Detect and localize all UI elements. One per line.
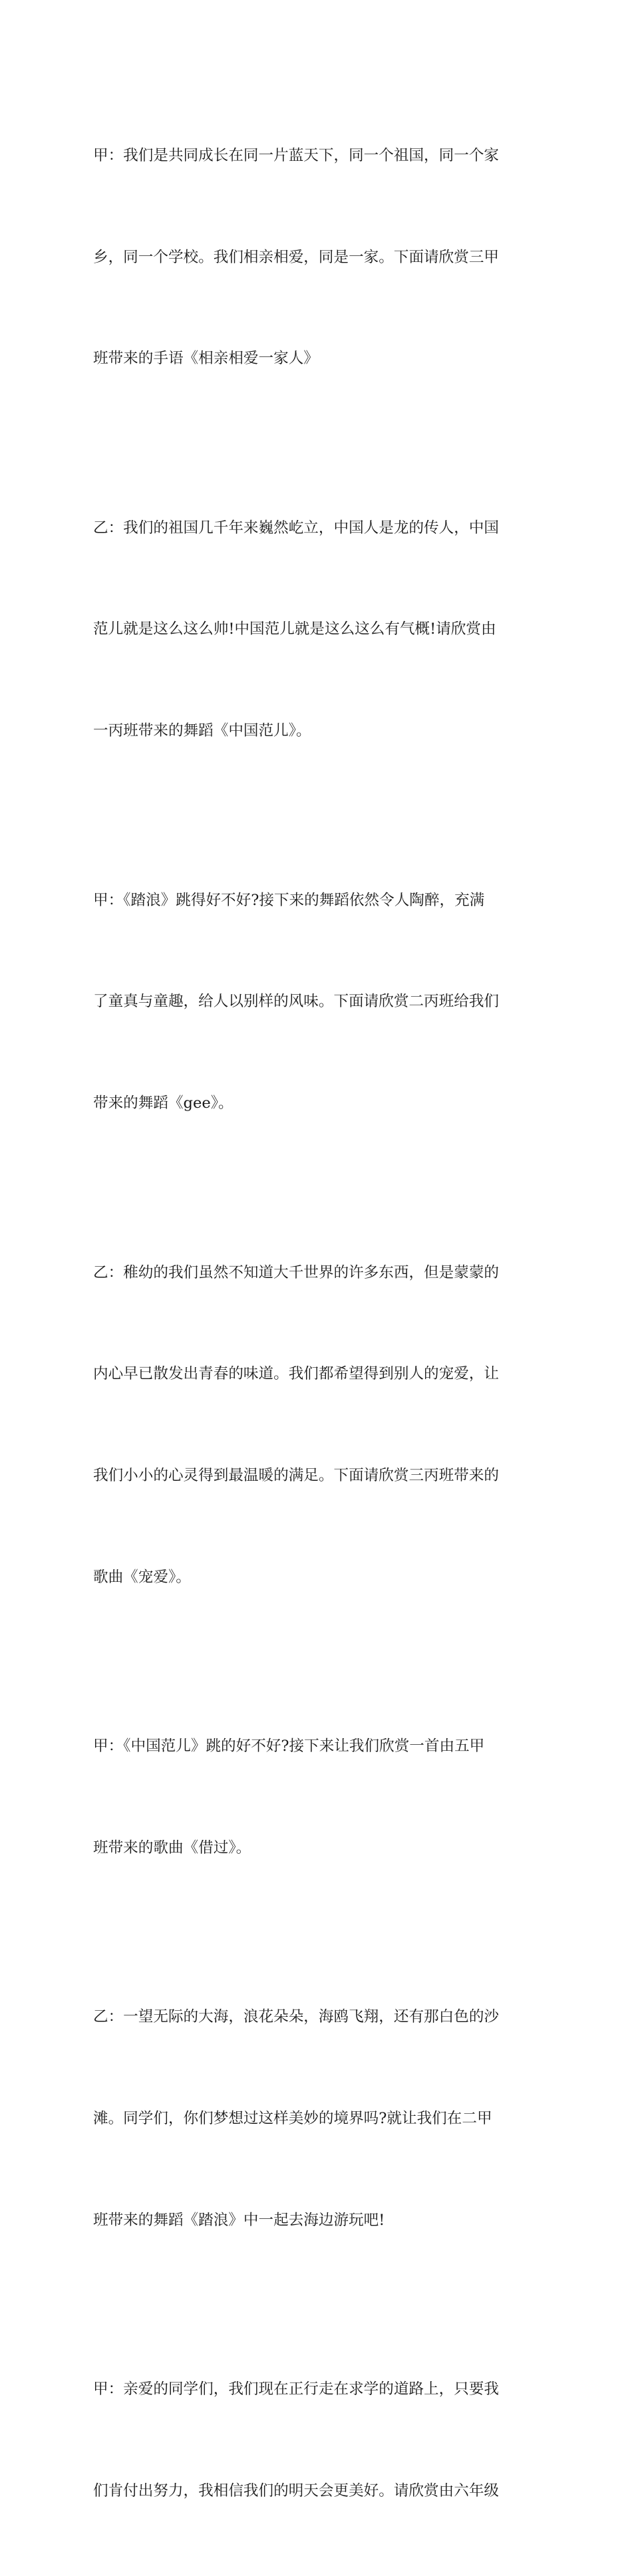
document-body	[93, 71, 539, 2576]
text-line: 乙：我们的祖国几千年来巍然屹立，中国人是龙的传人，中国	[93, 519, 500, 537]
text-line: 班带来的手语《相亲相爱一家人》	[93, 350, 319, 368]
paragraph-5	[93, 1662, 539, 1932]
paragraph-2	[93, 444, 539, 816]
text-line: 我们小小的心灵得到最温暖的满足。下面请欣赏三丙班带来的	[93, 1466, 500, 1484]
text-line: 甲：《踏浪》跳得好不好?接下来的舞蹈依然令人陶醉，充满	[93, 891, 485, 909]
text-line: 内心早已散发出青春的味道。我们都希望得到别人的宠爱，让	[93, 1365, 500, 1383]
paragraph-4	[93, 1188, 539, 1662]
text-line: 甲：《中国范儿》跳的好不好?接下来让我们欣赏一首由五甲	[93, 1738, 485, 1755]
paragraph-6	[93, 1933, 539, 2305]
text-line: 乡，同一个学校。我们相亲相爱，同是一家。下面请欣赏三甲	[93, 248, 500, 266]
paragraph-3	[93, 816, 539, 1188]
text-line: 滩。同学们，你们梦想过这样美妙的境界吗?就让我们在二甲	[93, 2110, 492, 2128]
text-line: 班带来的舞蹈《踏浪》中一起去海边游玩吧!	[93, 2211, 385, 2229]
text-line: 乙：稚幼的我们虽然不知道大千世界的许多东西，但是蒙蒙的	[93, 1263, 500, 1281]
text-line: 带来的舞蹈《gee》。	[93, 1095, 234, 1112]
paragraph-1	[93, 71, 539, 444]
text-line: 们肯付出努力，我相信我们的明天会更美好。请欣赏由六年级	[93, 2482, 500, 2500]
text-line: 甲：我们是共同成长在同一片蓝天下，同一个祖国，同一个家	[93, 146, 500, 164]
text-line: 乙：一望无际的大海，浪花朵朵，海鸥飞翔，还有那白色的沙	[93, 2008, 500, 2026]
text-line: 了童真与童趣，给人以别样的风味。下面请欣赏二丙班给我们	[93, 993, 500, 1011]
text-line: 班带来的歌曲《借过》。	[93, 1839, 251, 1857]
text-line: 甲：亲爱的同学们，我们现在正行走在求学的道路上，只要我	[93, 2381, 500, 2398]
text-line: 一丙班带来的舞蹈《中国范儿》。	[93, 722, 311, 740]
paragraph-7	[93, 2305, 539, 2576]
text-line: 歌曲《宠爱》。	[93, 1568, 191, 1586]
text-line: 范儿就是这么这么帅!中国范儿就是这么这么有气概!请欣赏由	[93, 620, 496, 638]
